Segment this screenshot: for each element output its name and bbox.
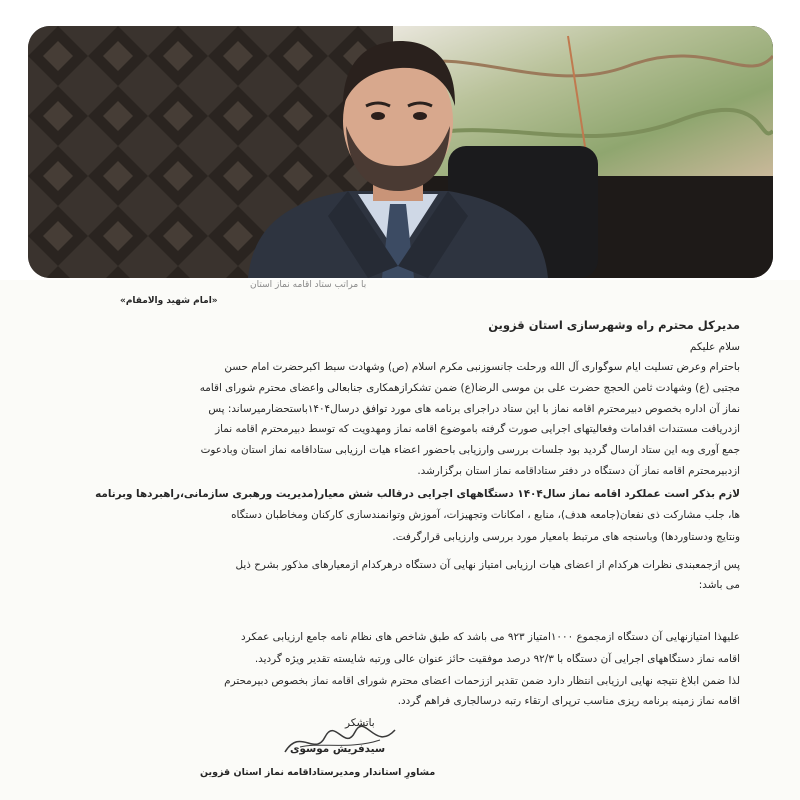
- recipient: مدیرکل محترم راه وشهرسازی استان قزوین: [488, 318, 740, 332]
- header-photo: [28, 26, 773, 278]
- closing: باتشکر: [345, 717, 375, 729]
- p1-line: ازدبیرمحترم اقامه نماز آن دستگاه در دفتر ستاداقامه نماز استان برگزارشد.: [417, 465, 740, 477]
- p1-line: مجتبی (ع) وشهادت ثامن الحجج حضرت علی بن موسی الرضا(ع) ضمن تشکرازهمکاری جنابعالی واعضای محترم شورای اقامه: [199, 382, 740, 394]
- p4-line: لذا ضمن ابلاغ نتیجه نهایی ارزیابی انتظار دارد ضمن تقدیر اززحمات اعضای محترم شورای اقامه نماز بخصوص دبیرمحترم: [224, 675, 740, 687]
- p1-line: جمع آوری وبه این ستاد ارسال گردید بود جلسات بررسی وارزیابی باحضور اعضاء هیات ارزیابی ستاداقامه نماز استان وبادعوت: [200, 444, 740, 456]
- top-faint-text: ﺑﺎ ﻣﺮﺍﺗﺐ ﺳﺘﺎﺩ ﺍﻗﺎﻣﻪ ﻧﻤﺎﺯ ﺍﺳﺘﺎﻥ: [250, 280, 367, 290]
- p4-line: اقامه نماز زمینه برنامه ریزی مناسب ترپرای ارتقاء رتبه درسالجاری فراهم گردد.: [397, 695, 740, 707]
- p1-line: ازدریافت مستندات اقدامات وفعالیتهای اجرایی صورت گرفته باموضوع اقامه نماز ومهدویت که توسط دبیرمحترم اقامه نماز: [215, 423, 740, 435]
- p1-line: باحترام وعرض تسلیت ایام سوگواری آل الله ورحلت جانسوزنبی مکرم اسلام (ص) وشهادت سبط اکبرحضرت امام حسن: [224, 361, 740, 373]
- p2-line: ونتایج ودستاوردها) وباسنجه های مرتبط بامعیار مورد بررسی وارزیابی قرارگرفت.: [392, 531, 740, 543]
- p3-line: می باشد:: [698, 579, 740, 591]
- p1-line: نماز آن اداره بخصوص دبیرمحترم اقامه نماز با این ستاد دراجرای برنامه های مورد توافق درسال۱۴۰۴باستحضارمیرساند: پس: [208, 403, 740, 415]
- signer-title: مشاورِ استاندار ومدیرستاداقامه نماز استان قزوین: [200, 767, 436, 778]
- header-tag: «امام شهید والامقام»: [120, 296, 218, 306]
- p2-line: لازم بذکر است عملکرد اقامه نماز سال۱۴۰۴ دستگاههای اجرایی درقالب شش معیار(مدیریت ورهبری سازمانی،راهبردها وبرنامه: [95, 488, 740, 500]
- greeting: سلام علیکم: [689, 341, 740, 353]
- p4-line: اقامه نماز دستگاههای اجرایی آن دستگاه با ۹۲/۳ درصد موفقیت حائز عنوان عالی ورتبه شایسته تقدیر ویژه گردید.: [254, 653, 740, 665]
- signature: [280, 722, 400, 762]
- portrait-photo: [28, 26, 773, 278]
- p4-line: علیهذا امتیازنهایی آن دستگاه ازمجموع ۱۰۰۰امتیاز ۹۲۳ می باشد که طبق شاخص های نظام نامه جامع ارزیابی عمکرد: [240, 631, 740, 643]
- p3-line: پس ازجمعبندی نظرات هرکدام از اعضای هیات ارزیابی امتیاز نهایی آن دستگاه درهرکدام ازمعیارهای مذکور بشرح ذیل: [235, 559, 740, 571]
- signer-name: سیدفریش موسوی: [290, 743, 386, 755]
- p2-line: ها، جلب مشارکت ذی نفعان(جامعه هدف)، منابع ، امکانات وتجهیزات، آموزش وتوانمندسازی کارکنان ومخاطبان دستگاه: [231, 509, 740, 521]
